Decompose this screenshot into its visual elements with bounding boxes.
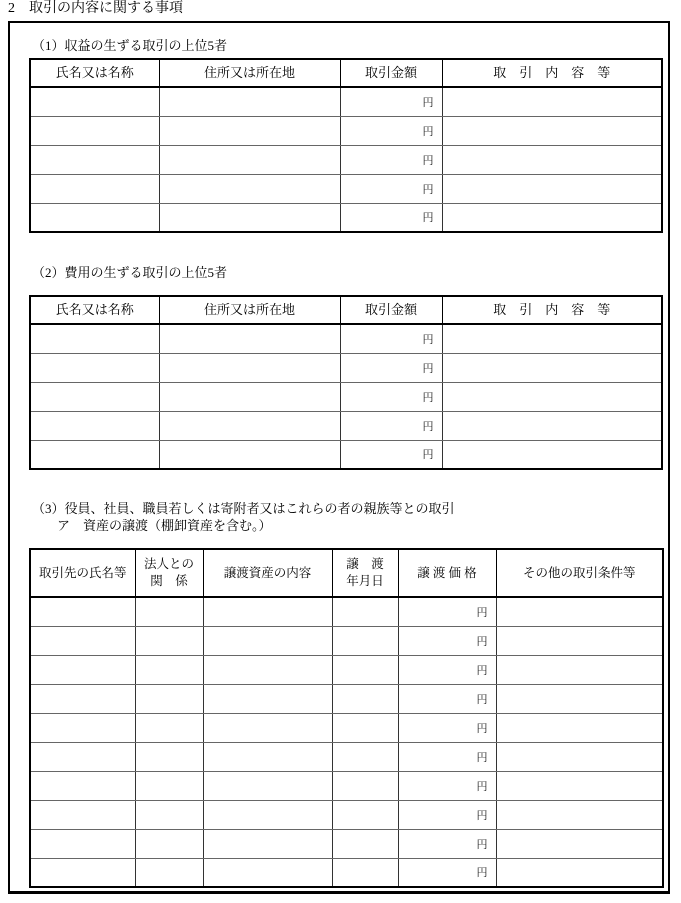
yen-unit-cell: 円 [398, 655, 496, 684]
empty-cell [203, 829, 332, 858]
section-1-heading: （1）収益の生ずる取引の上位5者 [32, 38, 228, 53]
empty-cell [135, 597, 203, 626]
empty-cell [203, 597, 332, 626]
empty-cell [203, 771, 332, 800]
yen-unit-cell: 円 [340, 382, 442, 411]
yen-unit-cell: 円 [340, 353, 442, 382]
column-header-details: 取 引 内 容 等 [442, 296, 662, 324]
section-3-heading: （3）役員、社員、職員若しくは寄附者又はこれらの者の親族等との取引 [32, 501, 455, 516]
yen-unit-cell: 円 [398, 626, 496, 655]
empty-cell [30, 858, 135, 887]
table-row [30, 411, 662, 440]
table-row [30, 684, 663, 713]
table-row [30, 771, 663, 800]
table-row [30, 713, 663, 742]
column-header-amount: 取引金額 [340, 296, 442, 324]
outer-frame [8, 21, 670, 894]
section-2-heading: （2）費用の生ずる取引の上位5者 [32, 265, 228, 280]
yen-unit-cell: 円 [398, 800, 496, 829]
yen-unit-cell: 円 [398, 858, 496, 887]
yen-unit-cell: 円 [398, 597, 496, 626]
yen-unit-cell: 円 [340, 203, 442, 232]
empty-cell [135, 742, 203, 771]
section-3-subheading: ア 資産の譲渡（棚卸資産を含む。） [57, 518, 272, 533]
page-title: 2 取引の内容に関する事項 [8, 1, 183, 16]
empty-cell [496, 858, 663, 887]
yen-unit-cell: 円 [340, 116, 442, 145]
empty-cell [159, 116, 340, 145]
table-row [30, 597, 663, 626]
empty-cell [332, 829, 398, 858]
empty-cell [30, 353, 159, 382]
empty-cell [159, 382, 340, 411]
empty-cell [203, 858, 332, 887]
empty-cell [30, 411, 159, 440]
empty-cell [135, 713, 203, 742]
empty-cell [159, 440, 340, 469]
table-row [30, 655, 663, 684]
empty-cell [332, 597, 398, 626]
revenue-table-header-row [30, 59, 662, 87]
column-header-address: 住所又は所在地 [159, 296, 340, 324]
empty-cell [30, 771, 135, 800]
expense-top5-table [29, 295, 663, 470]
empty-cell [30, 440, 159, 469]
empty-cell [332, 713, 398, 742]
empty-cell [332, 655, 398, 684]
column-header-line: 年月日 [346, 574, 384, 588]
yen-unit-cell: 円 [398, 829, 496, 858]
yen-unit-cell: 円 [340, 324, 442, 353]
asset-transfer-header-row [30, 549, 663, 597]
table-row [30, 440, 662, 469]
empty-cell [30, 597, 135, 626]
yen-unit-cell: 円 [340, 440, 442, 469]
empty-cell [203, 713, 332, 742]
table-row [30, 800, 663, 829]
empty-cell [496, 771, 663, 800]
empty-cell [30, 116, 159, 145]
empty-cell [159, 145, 340, 174]
asset-transfer-table [29, 548, 664, 888]
table-row [30, 174, 662, 203]
empty-cell [30, 145, 159, 174]
column-header-line: 譲 渡 [346, 557, 384, 571]
empty-cell [135, 684, 203, 713]
table-row [30, 382, 662, 411]
empty-cell [30, 382, 159, 411]
table-row [30, 145, 662, 174]
column-header-transfer-date [332, 549, 398, 597]
yen-unit-cell: 円 [398, 771, 496, 800]
empty-cell [30, 87, 159, 116]
column-header-details: 取 引 内 容 等 [442, 59, 662, 87]
column-header-address: 住所又は所在地 [159, 59, 340, 87]
table-row [30, 87, 662, 116]
empty-cell [332, 771, 398, 800]
column-header-counterparty: 取引先の氏名等 [30, 549, 135, 597]
yen-unit-cell: 円 [340, 174, 442, 203]
empty-cell [159, 203, 340, 232]
column-header-line: 法人との [143, 557, 194, 571]
empty-cell [442, 87, 662, 116]
empty-cell [30, 742, 135, 771]
empty-cell [135, 771, 203, 800]
column-header-name: 氏名又は名称 [30, 59, 159, 87]
column-header-transfer-price: 譲 渡 価 格 [398, 549, 496, 597]
empty-cell [30, 324, 159, 353]
empty-cell [159, 87, 340, 116]
empty-cell [159, 324, 340, 353]
yen-unit-cell: 円 [398, 713, 496, 742]
table-row [30, 116, 662, 145]
empty-cell [442, 203, 662, 232]
empty-cell [159, 174, 340, 203]
empty-cell [496, 829, 663, 858]
empty-cell [442, 174, 662, 203]
table-row [30, 324, 662, 353]
empty-cell [203, 684, 332, 713]
empty-cell [496, 742, 663, 771]
empty-cell [30, 626, 135, 655]
column-header-other-terms: その他の取引条件等 [496, 549, 663, 597]
empty-cell [30, 655, 135, 684]
table-row [30, 829, 663, 858]
empty-cell [30, 800, 135, 829]
empty-cell [332, 858, 398, 887]
empty-cell [30, 174, 159, 203]
revenue-top5-table [29, 58, 663, 233]
table-row [30, 858, 663, 887]
table-row [30, 203, 662, 232]
empty-cell [203, 655, 332, 684]
yen-unit-cell: 円 [340, 411, 442, 440]
column-header-name: 氏名又は名称 [30, 296, 159, 324]
table-row [30, 353, 662, 382]
empty-cell [332, 684, 398, 713]
empty-cell [332, 626, 398, 655]
empty-cell [203, 800, 332, 829]
empty-cell [203, 626, 332, 655]
yen-unit-cell: 円 [340, 145, 442, 174]
column-header-amount: 取引金額 [340, 59, 442, 87]
empty-cell [159, 353, 340, 382]
empty-cell [496, 655, 663, 684]
yen-unit-cell: 円 [398, 684, 496, 713]
column-header-line: 関 係 [150, 574, 188, 588]
empty-cell [30, 684, 135, 713]
empty-cell [30, 713, 135, 742]
empty-cell [159, 411, 340, 440]
empty-cell [442, 353, 662, 382]
empty-cell [135, 655, 203, 684]
column-header-relationship [135, 549, 203, 597]
empty-cell [332, 800, 398, 829]
table-row [30, 626, 663, 655]
empty-cell [332, 742, 398, 771]
empty-cell [135, 800, 203, 829]
empty-cell [442, 411, 662, 440]
empty-cell [442, 324, 662, 353]
expense-table-header-row [30, 296, 662, 324]
empty-cell [203, 742, 332, 771]
empty-cell [496, 626, 663, 655]
empty-cell [442, 116, 662, 145]
empty-cell [496, 800, 663, 829]
empty-cell [30, 203, 159, 232]
empty-cell [442, 145, 662, 174]
empty-cell [135, 858, 203, 887]
empty-cell [496, 684, 663, 713]
empty-cell [442, 440, 662, 469]
empty-cell [135, 829, 203, 858]
table-row [30, 742, 663, 771]
yen-unit-cell: 円 [398, 742, 496, 771]
empty-cell [442, 382, 662, 411]
empty-cell [496, 713, 663, 742]
column-header-asset-detail: 譲渡資産の内容 [203, 549, 332, 597]
empty-cell [496, 597, 663, 626]
empty-cell [30, 829, 135, 858]
yen-unit-cell: 円 [340, 87, 442, 116]
empty-cell [135, 626, 203, 655]
